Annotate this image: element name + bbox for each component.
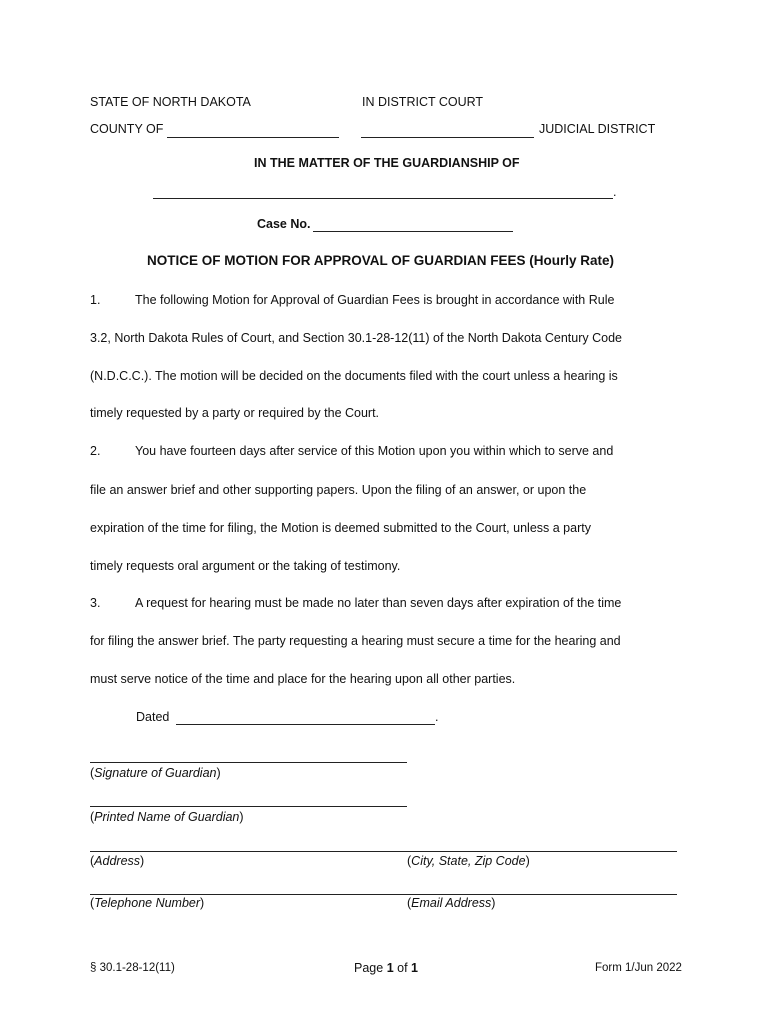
- footer-page-number: [354, 961, 418, 975]
- telephone-blank-line[interactable]: [90, 894, 677, 895]
- paragraph-3-text-1: A request for hearing must be made no later than seven days after expiration of the time: [135, 596, 622, 610]
- case-number-label: Case No.: [257, 217, 311, 231]
- paragraph-1-line-3: (N.D.C.C.). The motion will be decided on the documents filed with the court unless a hearing is: [90, 369, 618, 383]
- signature-caption: (Signature of Guardian): [90, 766, 221, 780]
- paragraph-3-line-2: for filing the answer brief. The party requesting a hearing must secure a time for the hearing and: [90, 634, 621, 648]
- county-blank-line[interactable]: [167, 137, 339, 138]
- paragraph-1-line-2: 3.2, North Dakota Rules of Court, and Section 30.1-28-12(11) of the North Dakota Century Code: [90, 331, 623, 345]
- page-of: of: [397, 961, 408, 975]
- printed-name-label: Printed Name of Guardian: [94, 810, 240, 824]
- address-label: Address: [94, 854, 141, 868]
- footer-statute: § 30.1-28-12(11): [90, 962, 175, 974]
- district-blank-line[interactable]: [361, 137, 534, 138]
- footer-form-id: Form 1/Jun 2022: [595, 962, 682, 974]
- ward-name-period: .: [613, 185, 617, 199]
- paragraph-3-line-1: [90, 596, 680, 610]
- dated-blank-line[interactable]: [176, 724, 435, 725]
- district-label: JUDICIAL DISTRICT: [539, 122, 656, 136]
- email-caption: (Email Address): [407, 896, 496, 910]
- signature-label: Signature of Guardian: [94, 766, 217, 780]
- telephone-caption: (Telephone Number): [90, 896, 205, 910]
- paragraph-3-number: 3.: [90, 596, 101, 610]
- dated-label: Dated: [136, 710, 170, 724]
- printed-name-blank-line[interactable]: [90, 806, 407, 807]
- email-label: Email Address: [411, 896, 492, 910]
- paragraph-2-number: 2.: [90, 444, 101, 458]
- city-caption: (City, State, Zip Code): [407, 854, 530, 868]
- page-current: 1: [386, 961, 394, 975]
- ward-name-blank-line[interactable]: [153, 198, 613, 199]
- paragraph-3-line-3: must serve notice of the time and place for the hearing upon all other parties.: [90, 672, 516, 686]
- signature-blank-line[interactable]: [90, 762, 407, 763]
- paragraph-2-line-1: [90, 444, 680, 458]
- paragraph-1-number: 1.: [90, 293, 101, 307]
- printed-name-caption: (Printed Name of Guardian): [90, 810, 244, 824]
- paragraph-2-line-2: file an answer brief and other supporting papers. Upon the filing of an answer, or upon the: [90, 483, 587, 497]
- notice-title: NOTICE OF MOTION FOR APPROVAL OF GUARDIAN FEES (Hourly Rate): [147, 253, 615, 268]
- page-total: 1: [411, 961, 418, 975]
- paragraph-2-text-1: You have fourteen days after service of this Motion upon you within which to serve and: [135, 444, 614, 458]
- address-blank-line[interactable]: [90, 851, 677, 852]
- dated-period: .: [435, 710, 439, 724]
- state-label: STATE OF NORTH DAKOTA: [90, 95, 251, 109]
- page-word: Page: [354, 961, 384, 975]
- court-label: IN DISTRICT COURT: [362, 95, 484, 109]
- paragraph-2-line-4: timely requests oral argument or the taking of testimony.: [90, 559, 401, 573]
- county-label: COUNTY OF: [90, 122, 164, 136]
- paragraph-1-text-1: The following Motion for Approval of Guardian Fees is brought in accordance with Rule: [135, 293, 615, 307]
- matter-title: IN THE MATTER OF THE GUARDIANSHIP OF: [254, 156, 520, 170]
- paragraph-2-line-3: expiration of the time for filing, the Motion is deemed submitted to the Court, unless a party: [90, 521, 591, 535]
- case-number-blank-line[interactable]: [313, 231, 513, 232]
- paragraph-1-line-4: timely requested by a party or required by the Court.: [90, 406, 380, 420]
- paragraph-1-line-1: [90, 293, 680, 307]
- city-state-zip-label: City, State, Zip Code: [411, 854, 526, 868]
- telephone-label: Telephone Number: [94, 896, 201, 910]
- address-caption: (Address): [90, 854, 145, 868]
